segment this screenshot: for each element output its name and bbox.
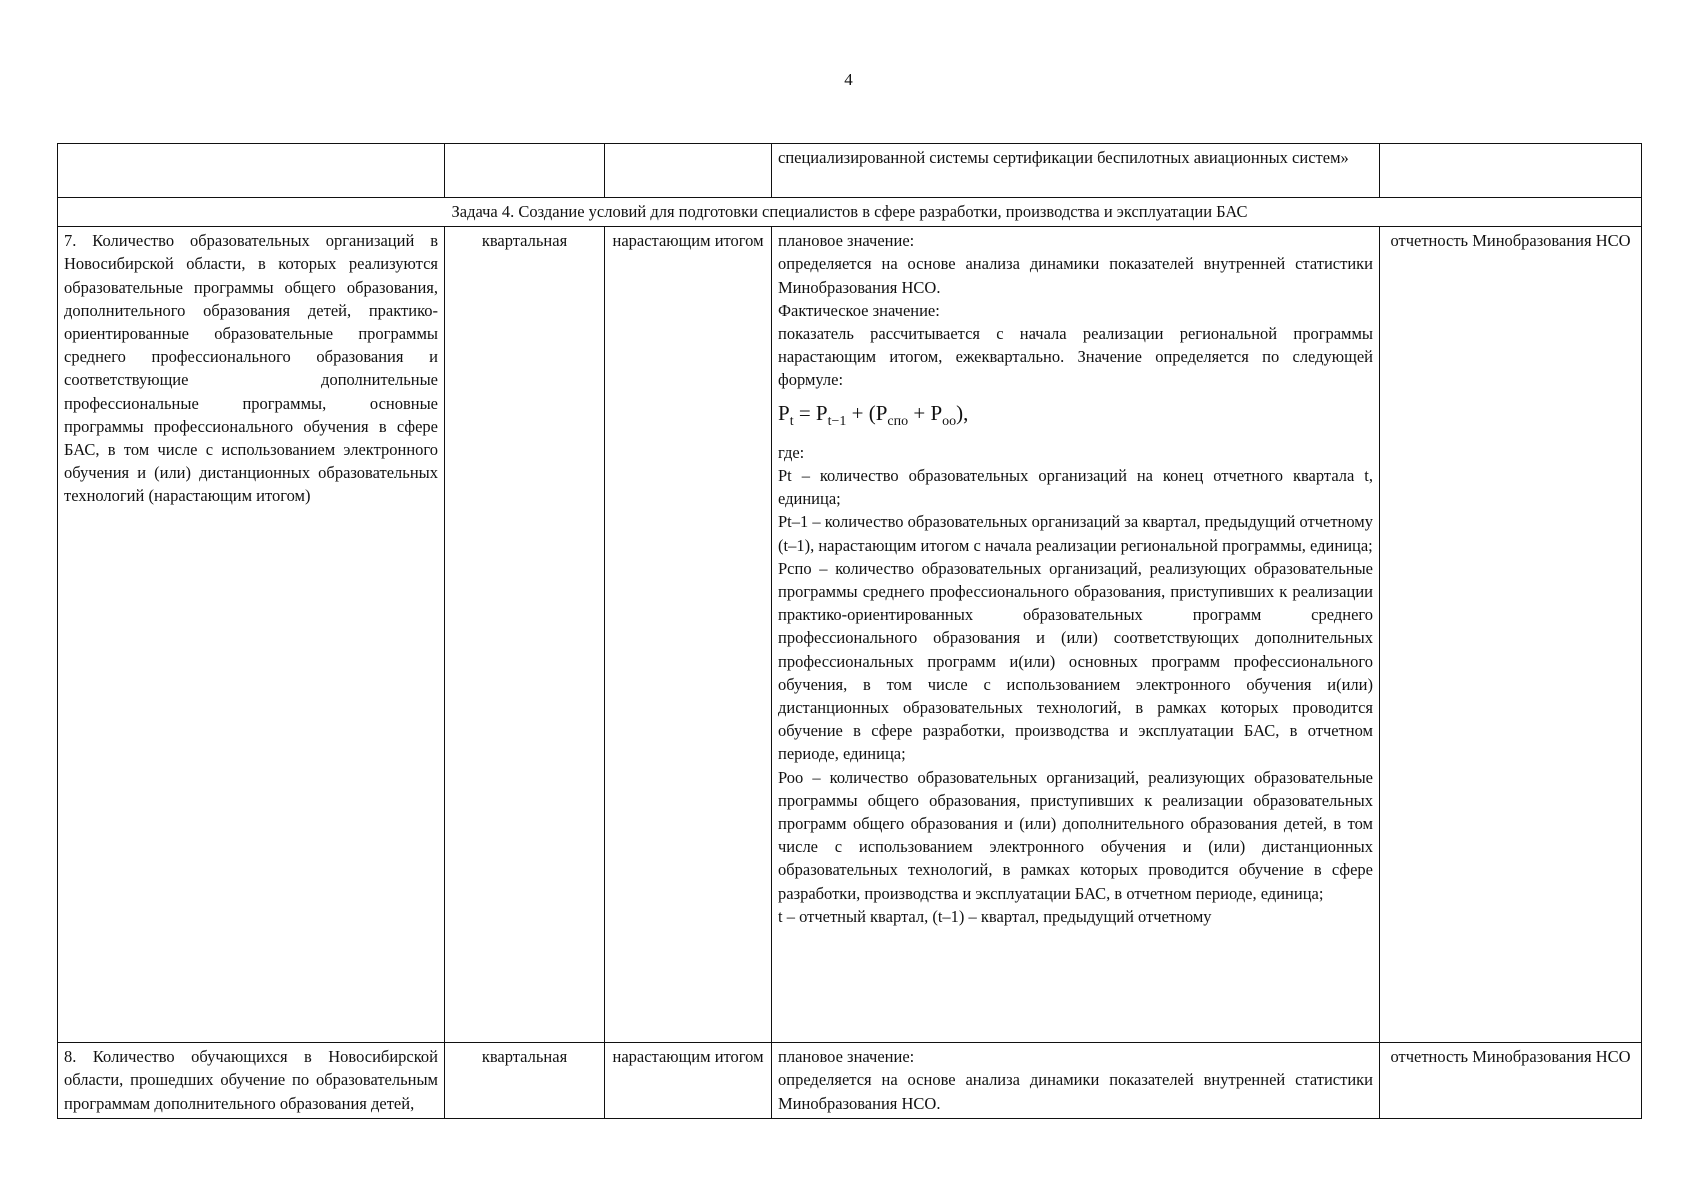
- indicator-7-accumulation: нарастающим итогом: [605, 227, 772, 1043]
- continuation-description: специализированной системы сертификации беспилотных авиационных систем»: [772, 144, 1380, 198]
- definition-pt: Pt – количество образовательных организаций на конец отчетного квартала t, единица;: [778, 466, 1373, 509]
- table-row-continuation: [58, 144, 1642, 198]
- definition-poo: Роо – количество образовательных организаций, реализующих образовательные программы общего образования, приступивших к реализации образовательных программ общего образования и (или) дополнительного образования детей, в том числе с использованием электронного обучения и (или) дистанционных образовательных технологий, в рамках которых проводится обучение в сфере разработки, производства и эксплуатации БАС, в отчетном периоде, единица;: [778, 767, 1373, 903]
- table-row-indicator-7: [58, 227, 1642, 1043]
- definition-pt1: Pt–1 – количество образовательных организаций за квартал, предыдущий отчетному (t–1), нарастающим итогом с начала реализации региональной программы, единица;: [778, 512, 1373, 555]
- where-label: где:: [778, 442, 805, 462]
- indicator-8-periodicity: квартальная: [445, 1043, 605, 1119]
- indicator-7-method: [772, 227, 1380, 1043]
- definition-pspo: Рспо – количество образовательных организаций, реализующих образовательные программы среднего профессионального образования, приступивших к реализации практико-ориентированных образовательных программ среднего профессионального образования и (или) соответствующих дополнительных профессиональных программ и(или) основных программ профессионального обучения, в том числе с использованием электронного обучения и(или) дистанционных образовательных технологий, в рамках которых проводится обучение в сфере разработки, производства и эксплуатации БАС, в отчетном периоде, единица;: [778, 558, 1373, 764]
- definition-t: t – отчетный квартал, (t–1) – квартал, предыдущий отчетному: [778, 906, 1212, 926]
- planned-label: плановое значение:: [778, 1047, 915, 1067]
- planned-text: определяется на основе анализа динамики показателей внутренней статистики Минобразования НСО.: [778, 1070, 1373, 1113]
- planned-text: определяется на основе анализа динамики показателей внутренней статистики Минобразования НСО.: [778, 254, 1373, 297]
- indicator-7-source: отчетность Минобразования НСО: [1380, 227, 1642, 1043]
- page-number: 4: [844, 70, 853, 89]
- cell-empty: [58, 144, 445, 198]
- task-header-row: [58, 198, 1642, 227]
- actual-text: показатель рассчитывается с начала реализации региональной программы нарастающим итогом, ежеквартально. Значение определяется по следующей формуле:: [778, 324, 1373, 390]
- table-row-indicator-8: [58, 1043, 1642, 1119]
- actual-label: Фактическое значение:: [778, 300, 940, 320]
- cell-empty: [445, 144, 605, 198]
- planned-label: плановое значение:: [778, 231, 915, 251]
- cell-empty: [1380, 144, 1642, 198]
- indicator-8-name: 8. Количество обучающихся в Новосибирской области, прошедших обучение по образовательным программам дополнительного образования детей,: [58, 1043, 445, 1119]
- indicator-8-method: [772, 1043, 1380, 1119]
- task-header: Задача 4. Создание условий для подготовки специалистов в сфере разработки, производства и эксплуатации БАС: [58, 198, 1642, 227]
- formula: $P_t = P_{t-1} + (P_{спо} + P_{оо})$,: [778, 400, 969, 429]
- indicator-7-name: 7. Количество образовательных организаций в Новосибирской области, в которых реализуются образовательные программы общего образования, дополнительного образования детей, практико-ориентированные образовательные программы среднего профессионального образования и соответствующие дополнительные профессиональные программы, основные программы профессионального обучения в сфере БАС, в том числе с использованием электронного обучения и (или) дистанционных образовательных технологий (нарастающим итогом): [58, 227, 445, 1043]
- indicator-7-periodicity: квартальная: [445, 227, 605, 1043]
- indicator-8-accumulation: нарастающим итогом: [605, 1043, 772, 1119]
- indicator-8-source: отчетность Минобразования НСО: [1380, 1043, 1642, 1119]
- cell-empty: [605, 144, 772, 198]
- indicators-table: [57, 143, 1642, 1119]
